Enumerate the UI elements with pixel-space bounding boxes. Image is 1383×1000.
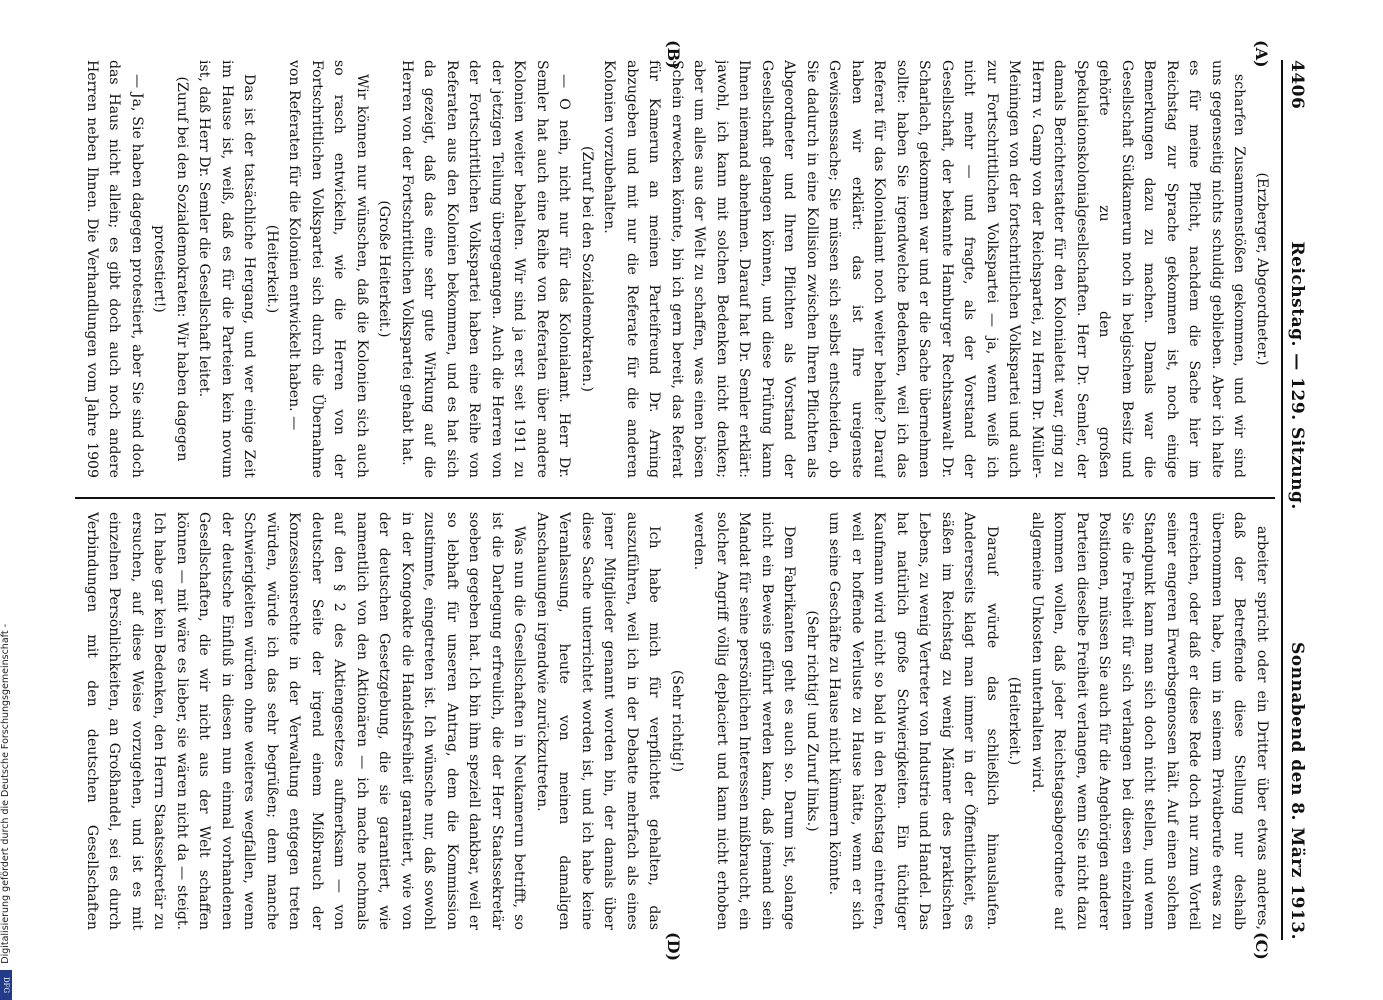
page-header [1281,60,1321,940]
page-number: 4406 [1287,60,1307,110]
paragraph: — O nein, nicht nur für das Kolonialamt. Herr Dr. Semler hat auch eine Reihe von Referaten über andere Kolonien weiter behalten. Wir sind ja erst seit 1911 zu der jetzigen Teilung übergegangen. Auch die Herren von der Fortschrittlichen Volkspartei haben eine Reihe von Referaten aus den Kolonien bekommen, und es hat sich da gezeigt, daß das eine sehr gute Wirkung auf die Herren von der Fortschrittlichen Volkspartei gehabt hat. [399,60,573,478]
paragraph: Wir können nur wünschen, daß die Kolonien sich auch so rasch entwickeln, wie die Herren von der Fortschrittlichen Volkspartei sich durch die Übernahme von Referaten für die Kolonien entwickelt haben. — [286,60,370,478]
paragraph: (Zuruf bei den Sozialdemokraten: Wir haben dagegen protestiert!) [151,76,190,462]
margin-mark-c: (C) [1252,932,1271,960]
paragraph: Das ist der tatsächliche Hergang, und wer einige Zeit im Hause ist, weiß, daß es für die Parteien kein novum ist, daß Herr Dr. Semler die Gesellschaft leitet. [196,60,258,478]
right-column [83,512,1273,930]
margin-mark-a: (A) [1252,40,1271,68]
margin-mark-d: (D) [664,932,683,962]
paragraph: scharfen Zusammenstößen gekommen, und wir sind uns gegenseitig nichts schuldig geblieben. Aber ich halte es für meine Pflicht, nachdem die Sache hier im Reichstag zur Sprache gekommen ist, noch einige Bemerkungen dazu zu machen. Damals war die Gesellschaft Südkamerun noch in belgischem Besitz und gehörte zu den großen Spekulationskolonialgesellschaften. Herr Dr. Semler, der damals Berichterstatter für den Kolonialetat war, ging zu Herrn v. Gamp von der Reichspartei, zu Herrn Dr. Müller-Meiningen von der fortschrittlichen Volkspartei und auch zur Fortschrittlichen Volkspartei — ja, wenn weiß ich nicht mehr — und fragte, als der Vorstand der Gesellschaft, der bekannte Hamburger Rechtsanwalt Dr. Scharlach, gekommen war und er die Sache übernehmen sollte: haben Sie irgendwelche Bedenken, weil ich das Referat für das Kolonialamt noch weiter behalte? Darauf haben wir erklärt: das ist Ihre ureigenste Gewissenssache; Sie müssen sich selbst entscheiden, ob Sie dadurch in eine Kollision zwischen Ihren Pflichten als Abgeordneter und Ihren Pflichten als Vorstand der Gesellschaft gelangen können, und diese Prüfung kann Ihnen niemand abnehmen. Darauf hat Dr. Semler erklärt: jawohl, ich kann mit solchen Bedenken nicht denken; aber um alles aus der Welt zu schaffen, was einen bösen Schein erwecken könnte, bin ich gern bereit, das Referat für Kamerun an meinen Parteifreund Dr. Arning abzugeben und mit nur die Referate für die anderen Kolonien vorzubehalten. [601,60,1248,478]
column-divider [75,497,1275,499]
paragraph: Darauf würde das schließlich hinauslaufen. Andererseits klagt man immer in der Öffentlichkeit, es säßen im Reichstag zu wenig Männer des praktischen Lebens, zu wenig Vertreter von Industrie und Handel. Das hat natürlich große Schwierigkeiten. Ein tüchtiger Kaufmann wird nicht so bald in den Reichstag eintreten, weil er hoffende Verluste zu Hause hätte, wenn er sich um seine Geschäfte zu Hause nicht kümmern könnte. [826,512,1000,930]
paragraph: (Zuruf bei den Sozialdemokraten.) [579,145,595,393]
paragraph: (Heiterkeit.) [1006,676,1023,766]
paragraph: Ich habe mich für verpflichtet gehalten, das auszuführen, weil ich in der Debatte mehrfach als eines jener Mitglieder genannt worden bin, der damals über diese Sache unterrichtet worden ist, und ich habe keine Veranlassung, heute von meinen damaligen Anschauungen irgendwie zurückzutreten. [534,512,663,930]
margin-mark-b: (B) [664,40,683,69]
sidebar-footer [0,600,14,1000]
digitization-note: Digitalisierung gefördert durch die Deutsche Forschungsgemeinschaft - [0,624,11,964]
paragraph: arbeiter spricht oder ein Dritter über etwas anderes, daß der Betreffende diese Stellung nur deshalb übernommen habe, um in seinem Privatberufe etwas zu erreichen, oder daß er diese Rede doch nur zum Vorteil seiner engeren Erwerbsgenossen hält. Auf einen solchen Standpunkt kann man sich doch nicht stellen, und wenn Sie die Freiheit für sich verlangen bei diesen einzelnen Positionen, müssen Sie auch für die Angehörigen anderer Parteien dieselbe Freiheit verlangen, wenn Sie nicht dazu kommen wollen, daß jeder Reichstagsabgeordnete auf allgemeine Unkosten unterhalten wird. [1029,512,1270,930]
left-column [83,60,1273,478]
paragraph: — Ja, Sie haben dagegen protestiert, aber Sie sind doch das Haus nicht allein; es gibt doch auch noch andere Herren neben Ihnen. Die Verhandlungen vom Jahre 1909 [84,60,145,478]
paragraph: (Erzberger, Abgeordneter.) [1254,172,1270,366]
header-date: Sonnabend den 8. März 1913. [1287,642,1307,940]
paragraph: Dem Fabrikanten geht es auch so. Darum ist, solange nicht ein Beweis geführt werden kann, daß jemand sein Mandat für seine persönlichen Interessen mißbraucht, ein solcher Angriff völlig deplaciert und kann nicht erhoben werden. [691,512,798,930]
paragraph: (Sehr richtig! und Zuruf links.) [804,610,820,832]
paragraph: (Große Heiterkeit.) [376,200,393,338]
paragraph: (Heiterkeit.) [264,224,280,314]
paragraph: Was nun die Gesellschaften in Neukamerun betrifft, so ist die Darlegung erfreulich, die der Herr Staatssekretär soeben gegeben hat. Ich bin ihm speziell dankbar, weil er so lebhaft für unseren Antrag, dem die Kommission zustimmte, eingetreten ist. Ich wünsche nur, daß sowohl in der Kongoakte die Handelsfreiheit garantiert, wie von der deutschen Gesetzgebung, die sie garantiert, wie namentlich von den Aktionären — ich mache nochmals auf den § 2 des Aktiengesetzes aufmerksam — von deutscher Seite der irgend einem Mißbrauch der Konzessionsrechte in der Verwaltung entgegen treten würden, würde ich das sehr begrüßen; denn manche Schwierigkeiten würden ohne weiteres wegfallen, wenn der deutsche Einfluß in diesen nun einmal vorhandenen Gesellschaften, die wir nicht aus der Welt schaffen können — mit wäre es lieber, sie wären nicht da — steigt. Ich habe gar kein Bedenken, den Herrn Staatssekretär zu ersuchen, auf diese Weise vorzugehen, und ist es mit einzelnen Persönlichkeiten, an Großhandel, sei es durch Verbindungen mit den deutschen Gesellschaften [84,512,528,930]
header-title: Reichstag. — 129. Sitzung. [1287,241,1307,510]
paragraph: (Sehr richtig!) [669,669,685,773]
dfg-logo: DFG [0,970,12,1000]
